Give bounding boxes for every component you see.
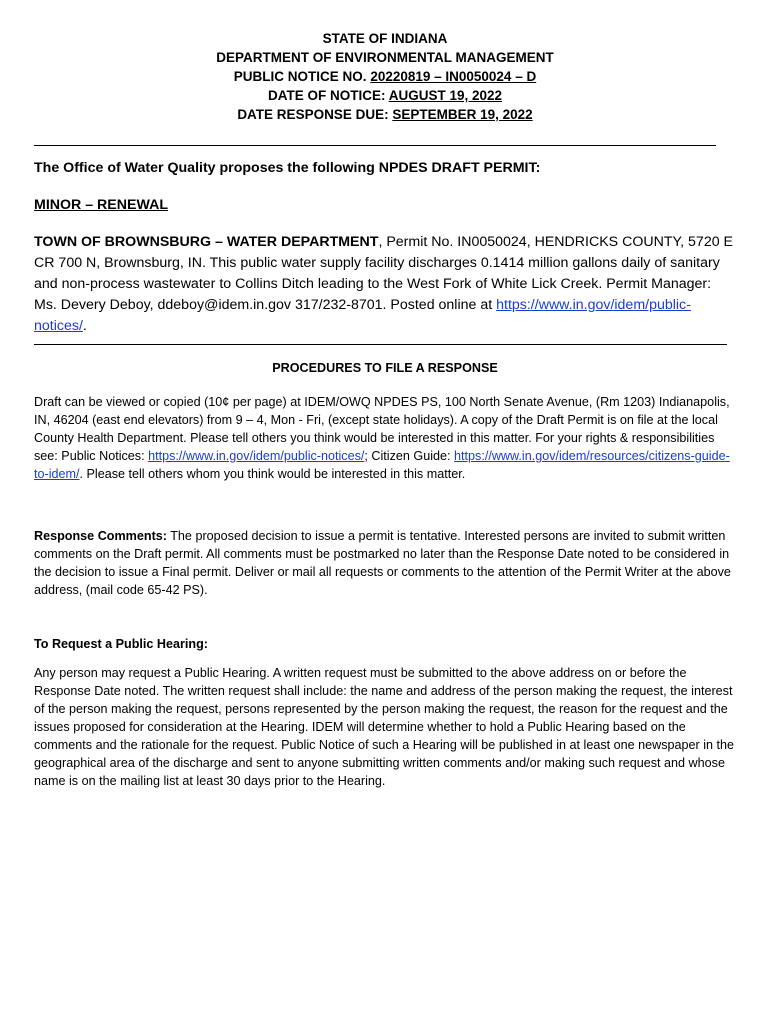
permit-type: MINOR – RENEWAL	[34, 197, 168, 213]
permit-description: TOWN OF BROWNSBURG – WATER DEPARTMENT, Permit No. IN0050024, HENDRICKS COUNTY, 5720 E CR 700 N, Brownsburg, IN. This public water supply facility discharges 0.1414 million gallons daily of sanitary and non-process wastewater to Collins Ditch leading to the West Fork of White Lick Creek. Permit Manager: Ms. Devery Deboy, ddeboy@idem.in.gov 317/232-8701. Posted online at https://www.in.gov/idem/public-notices/.	[34, 234, 733, 334]
procedures-title: PROCEDURES TO FILE A RESPONSE	[272, 361, 498, 375]
public-notices-link-2[interactable]: https://www.in.gov/idem/public-notices/	[148, 449, 365, 463]
header-divider	[34, 145, 716, 146]
date-response-due: DATE RESPONSE DUE: SEPTEMBER 19, 2022	[237, 107, 533, 122]
response-comments-label: Response Comments:	[34, 529, 167, 543]
date-of-notice-value: AUGUST 19, 2022	[388, 88, 503, 103]
notice-header	[0, 29, 770, 124]
public-notice-number: PUBLIC NOTICE NO. 20220819 – IN0050024 – D	[233, 69, 537, 84]
department-title: DEPARTMENT OF ENVIRONMENTAL MANAGEMENT	[216, 50, 554, 65]
public-hearing-heading: To Request a Public Hearing:	[34, 637, 209, 651]
notice-number-value: 20220819 – IN0050024 – D	[370, 69, 537, 84]
intro-line: The Office of Water Quality proposes the following NPDES DRAFT PERMIT:	[34, 160, 541, 176]
date-response-due-value: SEPTEMBER 19, 2022	[392, 107, 533, 122]
response-comments-paragraph: Response Comments: The proposed decision to issue a permit is tentative. Interested persons are invited to submit written comments on the Draft permit. All comments must be postmarked no later than the Response Date noted to be considered in the decision to issue a Final permit. Deliver or mail all requests or comments to the attention of the Permit Writer at the above address, (mail code 65-42 PS).	[34, 529, 731, 597]
procedures-paragraph: Draft can be viewed or copied (10¢ per page) at IDEM/OWQ NPDES PS, 100 North Senate Avenue, (Rm 1203) Indianapolis, IN, 46204 (east end elevators) from 9 – 4, Mon - Fri, (except state holidays). A copy of the Draft Permit is on file at the local County Health Department. Please tell others you think would be interested in this matter. For your rights & responsibilities see: Public Notices: https://www.in.gov/idem/public-notices/; Citizen Guide: https://www.in.gov/idem/resources/citizens-guide-to-idem/. Please tell others whom you think would be interested in this matter.	[34, 395, 730, 481]
citizens-guide-link[interactable]: https://www.in.gov/idem/resources/citizens-guide-to-idem/	[34, 449, 730, 481]
state-title: STATE OF INDIANA	[322, 31, 448, 46]
public-notices-link[interactable]: https://www.in.gov/idem/public-notices/	[34, 297, 691, 334]
applicant-name: TOWN OF BROWNSBURG – WATER DEPARTMENT	[34, 234, 379, 250]
date-of-notice: DATE OF NOTICE: AUGUST 19, 2022	[267, 88, 503, 103]
public-hearing-paragraph: Any person may request a Public Hearing. A written request must be submitted to the above address on or before the Response Date noted. The written request shall include: the name and address of the person making the request, the interest of the person making the request, persons represented by the person making the request, the reason for the request and the issues proposed for consideration at the Hearing. IDEM will determine whether to hold a Public Hearing based on the comments and the rationale for the request. Public Notice of such a Hearing will be published in at least one newspaper in the geographical area of the discharge and sent to anyone submitting written comments and/or making such request and whose name is on the mailing list at least 30 days prior to the Hearing.	[34, 666, 735, 788]
permit-divider	[34, 344, 727, 345]
